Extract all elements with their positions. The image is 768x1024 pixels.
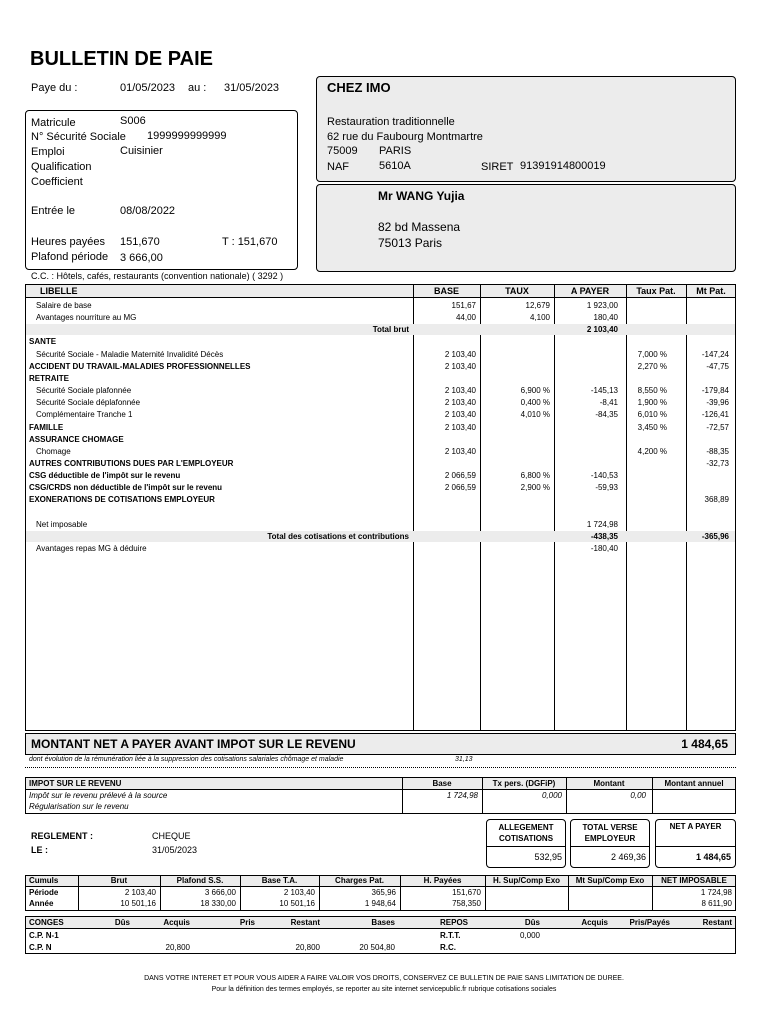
row-tauxpat: 2,270 % xyxy=(637,361,667,371)
allegement-value: 532,95 xyxy=(534,852,562,862)
impot-h-montant: Montant xyxy=(593,779,625,788)
row-mtpat: -179,84 xyxy=(701,386,729,396)
header-taux: TAUX xyxy=(505,286,529,296)
impot-row1-label: Impôt sur le revenu prélevé à la source xyxy=(29,791,168,800)
cumuls-header-divider xyxy=(25,886,736,887)
cumuls-cell: Cumuls xyxy=(29,876,59,885)
row-apayer: 2 103,40 xyxy=(586,325,618,335)
row-label: ACCIDENT DU TRAVAIL-MALADIES PROFESSIONNELLES xyxy=(29,361,251,371)
row-label: Sécurité Sociale déplafonnée xyxy=(36,398,141,408)
entree-label: Entrée le xyxy=(31,205,76,217)
conges-cell: Dûs xyxy=(524,918,540,927)
cumuls-cell: Mt Sup/Comp Exo xyxy=(575,876,645,885)
footer-line1: DANS VOTRE INTERET ET POUR VOUS AIDER A FAIRE VALOIR VOS DROITS, CONSERVEZ CE BULLETIN DE PAIE SANS LIMITATION DE DUREE. xyxy=(144,975,624,982)
row-base: 2 103,40 xyxy=(444,361,476,371)
cumuls-cell: 8 611,90 xyxy=(701,899,732,908)
row-base: 2 103,40 xyxy=(444,422,476,432)
conges-cell: Dûs xyxy=(114,918,130,927)
conges-cell: CONGES xyxy=(29,918,64,927)
row-tauxpat: 7,000 % xyxy=(637,349,667,359)
conges-header-divider xyxy=(25,928,736,929)
row-label: Avantages nourriture au MG xyxy=(36,313,137,323)
row-tauxpat: 8,550 % xyxy=(637,386,667,396)
reglement-value: CHEQUE xyxy=(152,831,191,841)
row-label: Total des cotisations et contributions xyxy=(267,531,409,541)
conges-cell: Acquis xyxy=(581,918,608,927)
row-label: Sécurité Sociale - Maladie Maternité Invalidité Décès xyxy=(36,349,224,359)
header-tauxpat: Taux Pat. xyxy=(636,286,676,296)
net-value: 1 484,65 xyxy=(681,737,728,751)
cumuls-cell: H. Payées xyxy=(423,876,462,885)
cumuls-cell: 3 666,00 xyxy=(204,888,236,897)
row-tauxpat: 4,200 % xyxy=(637,446,667,456)
plafond-label: Plafond période xyxy=(31,251,109,263)
header-base: BASE xyxy=(433,286,459,296)
recipient-street: 82 bd Massena xyxy=(378,220,461,234)
conges-cell: 20 504,80 xyxy=(359,943,395,952)
row-mtpat: 368,89 xyxy=(704,495,729,505)
row-base: 44,00 xyxy=(455,313,476,323)
period-to-label: au : xyxy=(188,82,207,94)
recipient-name: Mr WANG Yujia xyxy=(378,189,465,203)
qualification-label: Qualification xyxy=(31,161,92,173)
row-label: ASSURANCE CHOMAGE xyxy=(29,434,124,444)
row-label: FAMILLE xyxy=(29,422,64,432)
row-tauxpat: 3,450 % xyxy=(637,422,667,432)
total-verse-value: 2 469,36 xyxy=(610,852,646,862)
conges-cell: Pris xyxy=(239,918,255,927)
net-a-payer-divider xyxy=(655,846,736,847)
conges-cell: 20,800 xyxy=(165,943,190,952)
row-apayer: -140,53 xyxy=(590,471,618,481)
le-label: LE : xyxy=(31,845,48,855)
row-label: CSG/CRDS non déductible de l'impôt sur le revenu xyxy=(29,483,223,493)
plafond-value: 3 666,00 xyxy=(120,252,163,264)
conges-cell: Restant xyxy=(702,918,732,927)
cumuls-cell: Base T.A. xyxy=(261,876,298,885)
impot-h-taux: Tx pers. (DGFiP) xyxy=(492,779,556,788)
row-base: 2 103,40 xyxy=(444,386,476,396)
ss-label: N° Sécurité Sociale xyxy=(31,131,126,143)
company-address: 62 rue du Faubourg Montmartre xyxy=(327,131,483,143)
cumuls-cell: Année xyxy=(29,899,54,908)
row-label: CSG déductible de l'impôt sur le revenu xyxy=(29,471,181,481)
company-name: CHEZ IMO xyxy=(327,80,391,95)
net-a-payer-label: NET A PAYER xyxy=(669,822,722,831)
siret-value: 91391914800019 xyxy=(520,160,606,172)
allegement-divider xyxy=(486,846,566,847)
cumuls-cell: 1 948,64 xyxy=(364,899,396,908)
cumuls-cell: 10 501,16 xyxy=(279,899,315,908)
row-mtpat: -365,96 xyxy=(701,531,729,541)
allegement-label: ALLEGEMENT COTISATIONS xyxy=(498,823,554,843)
impot-h-annuel: Montant annuel xyxy=(664,779,724,788)
row-tauxpat: 6,010 % xyxy=(637,410,667,420)
row-base: 2 066,59 xyxy=(444,483,476,493)
conges-cell: Bases xyxy=(371,918,395,927)
siret-label: SIRET xyxy=(481,161,514,173)
period-label: Paye du : xyxy=(31,82,78,94)
row-label: EXONERATIONS DE COTISATIONS EMPLOYEUR xyxy=(29,495,215,505)
cumuls-cell: 1 724,98 xyxy=(700,888,732,897)
cumuls-cell: 2 103,40 xyxy=(283,888,315,897)
row-apayer: 1 724,98 xyxy=(586,519,618,529)
conges-cell: Restant xyxy=(290,918,320,927)
emploi-value: Cuisinier xyxy=(120,145,163,157)
conges-cell: REPOS xyxy=(440,918,469,927)
cumuls-cell: H. Sup/Comp Exo xyxy=(492,876,561,885)
row-base: 151,67 xyxy=(451,301,476,310)
conges-cell: Acquis xyxy=(163,918,190,927)
convention-collective: C.C. : Hôtels, cafés, restaurants (convention nationale) ( 3292 ) xyxy=(31,271,284,281)
cumuls-cell: 365,96 xyxy=(371,888,396,897)
heures-label: Heures payées xyxy=(31,236,105,248)
net-a-payer-value: 1 484,65 xyxy=(695,852,731,862)
cumuls-cell: 10 501,16 xyxy=(120,899,156,908)
table-header-divider xyxy=(25,297,736,298)
cumuls-cell: 151,670 xyxy=(452,888,481,897)
row-label: RETRAITE xyxy=(29,373,69,383)
total-verse-divider xyxy=(570,846,650,847)
naf-value: 5610A xyxy=(379,160,411,172)
conges-cell: 0,000 xyxy=(519,931,540,940)
impot-row2-label: Régularisation sur le revenu xyxy=(29,802,129,811)
row-label: Sécurité Sociale plafonnée xyxy=(36,386,132,396)
row-apayer: 180,40 xyxy=(593,313,618,323)
row-base: 2 103,40 xyxy=(444,410,476,420)
conges-cell: C.P. N-1 xyxy=(29,931,59,940)
row-label: Chomage xyxy=(36,446,71,456)
cumuls-cell: Plafond S.S. xyxy=(176,876,224,885)
row-apayer: -180,40 xyxy=(590,544,618,553)
col-divider xyxy=(554,284,555,731)
net-label: MONTANT NET A PAYER AVANT IMPOT SUR LE REVENU xyxy=(31,737,356,751)
recipient-city: 75013 Paris xyxy=(378,236,443,250)
conges-cell: R.C. xyxy=(440,943,456,952)
row-base: 2 103,40 xyxy=(444,349,476,359)
row-label: Net imposable xyxy=(36,519,88,529)
le-value: 31/05/2023 xyxy=(152,845,198,855)
row-apayer: -145,13 xyxy=(590,386,618,396)
col-divider xyxy=(480,284,481,731)
impot-h-base: Base xyxy=(432,779,452,788)
conges-cell: C.P. N xyxy=(29,943,52,952)
header-libelle: LIBELLE xyxy=(40,286,78,296)
period-to: 31/05/2023 xyxy=(224,82,280,94)
row-base: 2 103,40 xyxy=(444,446,476,456)
t-value: T : 151,670 xyxy=(222,236,278,248)
company-activity: Restauration traditionnelle xyxy=(327,116,455,128)
row-label: SANTE xyxy=(29,337,57,347)
cumuls-cell: Brut xyxy=(110,876,128,885)
conges-cell: Pris/Payés xyxy=(629,918,670,927)
cumuls-cell: 2 103,40 xyxy=(124,888,156,897)
cumuls-cell: Période xyxy=(29,888,59,897)
row-apayer: -59,93 xyxy=(595,483,618,493)
row-taux: 4,100 xyxy=(529,313,550,323)
conges-cell: R.T.T. xyxy=(440,931,461,940)
impot-row1-taux: 0,000 xyxy=(541,791,562,800)
coefficient-label: Coefficient xyxy=(31,176,83,188)
row-base: 2 103,40 xyxy=(444,398,476,408)
page-title: BULLETIN DE PAIE xyxy=(30,48,213,70)
ss-value: 1999999999999 xyxy=(147,130,227,142)
company-city: PARIS xyxy=(379,145,412,157)
row-mtpat: -126,41 xyxy=(701,410,729,420)
evolution-divider xyxy=(25,767,736,768)
header-apayer: A PAYER xyxy=(570,286,610,296)
heures-value: 151,670 xyxy=(120,236,160,248)
conges-cell: 20,800 xyxy=(295,943,320,952)
cumuls-cell: NET IMPOSABLE xyxy=(661,876,727,885)
row-label: AUTRES CONTRIBUTIONS DUES PAR L'EMPLOYEUR xyxy=(29,458,234,468)
row-mtpat: -39,96 xyxy=(706,398,729,408)
row-label: Salaire de base xyxy=(36,301,92,310)
row-apayer: -8,41 xyxy=(599,398,618,408)
row-base: 2 066,59 xyxy=(444,471,476,481)
evolution-value: 31,13 xyxy=(455,756,473,763)
row-mtpat: -88,35 xyxy=(706,446,729,456)
total-verse-label: TOTAL VERSE EMPLOYEUR xyxy=(582,823,638,843)
footer-line2: Pour la définition des termes employés, se reporter au site internet servicepublic.fr rubrique cotisations sociales xyxy=(211,986,557,993)
matricule-label: Matricule xyxy=(31,117,76,129)
emploi-label: Emploi xyxy=(31,146,65,158)
cumuls-cell: 18 330,00 xyxy=(200,899,236,908)
row-mtpat: -72,57 xyxy=(706,422,729,432)
row-apayer: -438,35 xyxy=(590,531,618,541)
row-mtpat: -47,75 xyxy=(706,361,729,371)
impot-header-divider xyxy=(25,789,736,790)
row-taux: 6,900 % xyxy=(520,386,550,396)
row-tauxpat: 1,900 % xyxy=(637,398,667,408)
row-label: Avantages repas MG à déduire xyxy=(36,544,147,553)
reglement-label: REGLEMENT : xyxy=(31,831,93,841)
row-mtpat: -32,73 xyxy=(706,458,729,468)
row-apayer: 1 923,00 xyxy=(586,301,618,310)
impot-row1-base: 1 724,98 xyxy=(446,791,478,800)
row-label: Complémentaire Tranche 1 xyxy=(36,410,133,420)
row-taux: 0,400 % xyxy=(520,398,550,408)
row-taux: 12,679 xyxy=(525,301,550,310)
company-postcode: 75009 xyxy=(327,145,358,157)
row-taux: 2,900 % xyxy=(520,483,550,493)
row-mtpat: -147,24 xyxy=(701,349,729,359)
impot-row1-montant: 0,00 xyxy=(630,791,646,800)
row-taux: 4,010 % xyxy=(520,410,550,420)
row-label: Total brut xyxy=(372,325,409,335)
entree-value: 08/08/2022 xyxy=(120,205,176,217)
impot-title: IMPOT SUR LE REVENU xyxy=(29,779,122,788)
row-taux: 6,800 % xyxy=(520,471,550,481)
header-mtpat: Mt Pat. xyxy=(696,286,726,296)
cumuls-cell: 758,350 xyxy=(452,899,481,908)
evolution-label: dont évolution de la rémunération liée à la suppression des cotisations salariales chômage et maladie xyxy=(29,756,344,763)
matricule-value: S006 xyxy=(120,115,146,127)
cumuls-cell: Charges Pat. xyxy=(335,876,384,885)
row-apayer: -84,35 xyxy=(595,410,618,420)
naf-label: NAF xyxy=(327,161,349,173)
period-from: 01/05/2023 xyxy=(120,82,176,94)
